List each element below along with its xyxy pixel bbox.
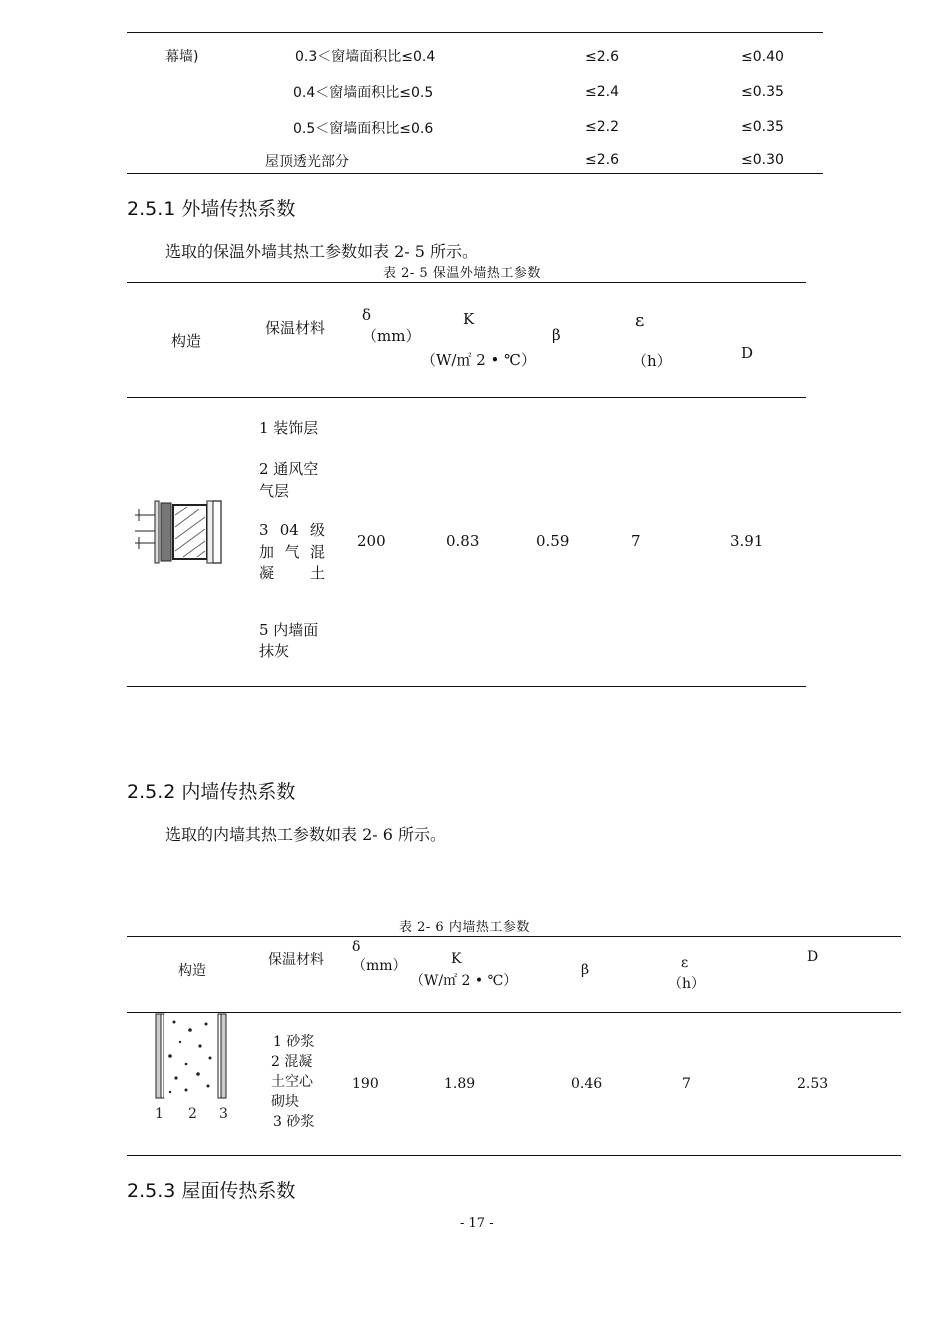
header-epsilon-unit: （h） — [668, 976, 706, 992]
table-2-5-header-rule — [127, 397, 806, 398]
header-material: 保温材料 — [268, 952, 324, 968]
header-d: D — [741, 344, 754, 362]
page-number: - 17 - — [460, 1216, 494, 1231]
outer-wall-layer: 1 装饰层 — [259, 419, 319, 437]
section-heading-253: 2.5.3 屋面传热系数 — [127, 1180, 296, 1202]
header-beta: β — [552, 326, 561, 344]
inner-wall-delta-value: 190 — [352, 1076, 379, 1092]
table-2-6-top-rule — [127, 936, 901, 937]
table-2-6-bottom-rule — [127, 1155, 901, 1156]
top-table-k: ≤2.4 — [585, 84, 619, 100]
inner-wall-k-value: 1.89 — [444, 1076, 476, 1092]
top-table-range: 0.3＜窗墙面积比≤0.4 — [295, 49, 436, 65]
top-table-k: ≤2.6 — [585, 152, 619, 168]
top-table-range: 屋顶透光部分 — [265, 154, 349, 170]
table-caption-2-6: 表 2- 6 内墙热工参数 — [399, 920, 530, 935]
top-table-k: ≤2.6 — [585, 49, 619, 65]
outer-wall-epsilon-value: 7 — [631, 532, 641, 550]
diagram-label: 1 — [155, 1106, 164, 1122]
top-table-sc: ≤0.30 — [741, 152, 784, 168]
outer-wall-delta-value: 200 — [357, 532, 386, 550]
header-k-symbol: K — [451, 951, 462, 967]
top-table-sc: ≤0.35 — [741, 119, 784, 135]
outer-wall-k-value: 0.83 — [446, 532, 480, 550]
inner-wall-layer: 3 砂浆 — [273, 1114, 315, 1130]
outer-wall-construction-diagram — [131, 495, 225, 567]
inner-wall-d-value: 2.53 — [797, 1076, 829, 1092]
header-k-unit: （W/㎡ 2 • ℃） — [421, 351, 536, 369]
header-k-unit: （W/㎡ 2 • ℃） — [410, 973, 518, 989]
table-2-5-top-rule — [127, 282, 806, 283]
top-table-bottom-rule — [127, 173, 823, 174]
header-construction: 构造 — [178, 963, 206, 979]
header-construction: 构造 — [171, 332, 202, 350]
inner-wall-layer: 1 砂浆 — [273, 1034, 315, 1050]
table-2-5-bottom-rule — [127, 686, 806, 687]
outer-wall-layer: 2 通风空 气层 — [259, 460, 319, 500]
top-table-sc: ≤0.40 — [741, 49, 784, 65]
header-beta: β — [581, 962, 590, 978]
top-table-range: 0.5＜窗墙面积比≤0.6 — [293, 121, 434, 137]
outer-wall-d-value: 3.91 — [730, 532, 764, 550]
section-heading-251: 2.5.1 外墙传热系数 — [127, 198, 296, 220]
header-delta: δ（mm） — [352, 939, 407, 974]
top-table-k: ≤2.2 — [585, 119, 619, 135]
top-table-sc: ≤0.35 — [741, 84, 784, 100]
inner-wall-construction-diagram — [150, 1012, 240, 1124]
header-epsilon-unit: （h） — [632, 352, 672, 370]
header-material: 保温材料 — [264, 319, 325, 337]
inner-wall-layer: 2 混凝土空心砌块 — [271, 1054, 313, 1110]
section-heading-252: 2.5.2 内墙传热系数 — [127, 781, 296, 803]
inner-wall-epsilon-value: 7 — [682, 1076, 691, 1092]
outer-wall-layer: 5 内墙面 抹灰 — [259, 621, 319, 660]
section-text-251: 选取的保温外墙其热工参数如表 2- 5 所示。 — [165, 242, 479, 261]
table-2-6-header-rule — [127, 1012, 901, 1013]
top-table-row-label: 幕墙) — [165, 49, 199, 65]
inner-wall-beta-value: 0.46 — [571, 1076, 603, 1092]
section-text-252: 选取的内墙其热工参数如表 2- 6 所示。 — [165, 825, 447, 844]
outer-wall-beta-value: 0.59 — [536, 532, 570, 550]
table-caption-2-5: 表 2- 5 保温外墙热工参数 — [383, 266, 541, 281]
header-k-symbol: K — [463, 310, 475, 328]
header-epsilon: ε — [681, 955, 689, 971]
top-table-top-rule — [127, 32, 823, 33]
diagram-label: 2 — [188, 1106, 197, 1122]
header-epsilon: ε — [635, 310, 645, 331]
diagram-label: 3 — [219, 1106, 228, 1122]
outer-wall-layer: 3 04 级 加 气 混 凝土 — [259, 521, 325, 582]
header-d: D — [807, 949, 819, 965]
top-table-range: 0.4＜窗墙面积比≤0.5 — [293, 85, 434, 101]
header-delta: δ（mm） — [362, 306, 421, 345]
